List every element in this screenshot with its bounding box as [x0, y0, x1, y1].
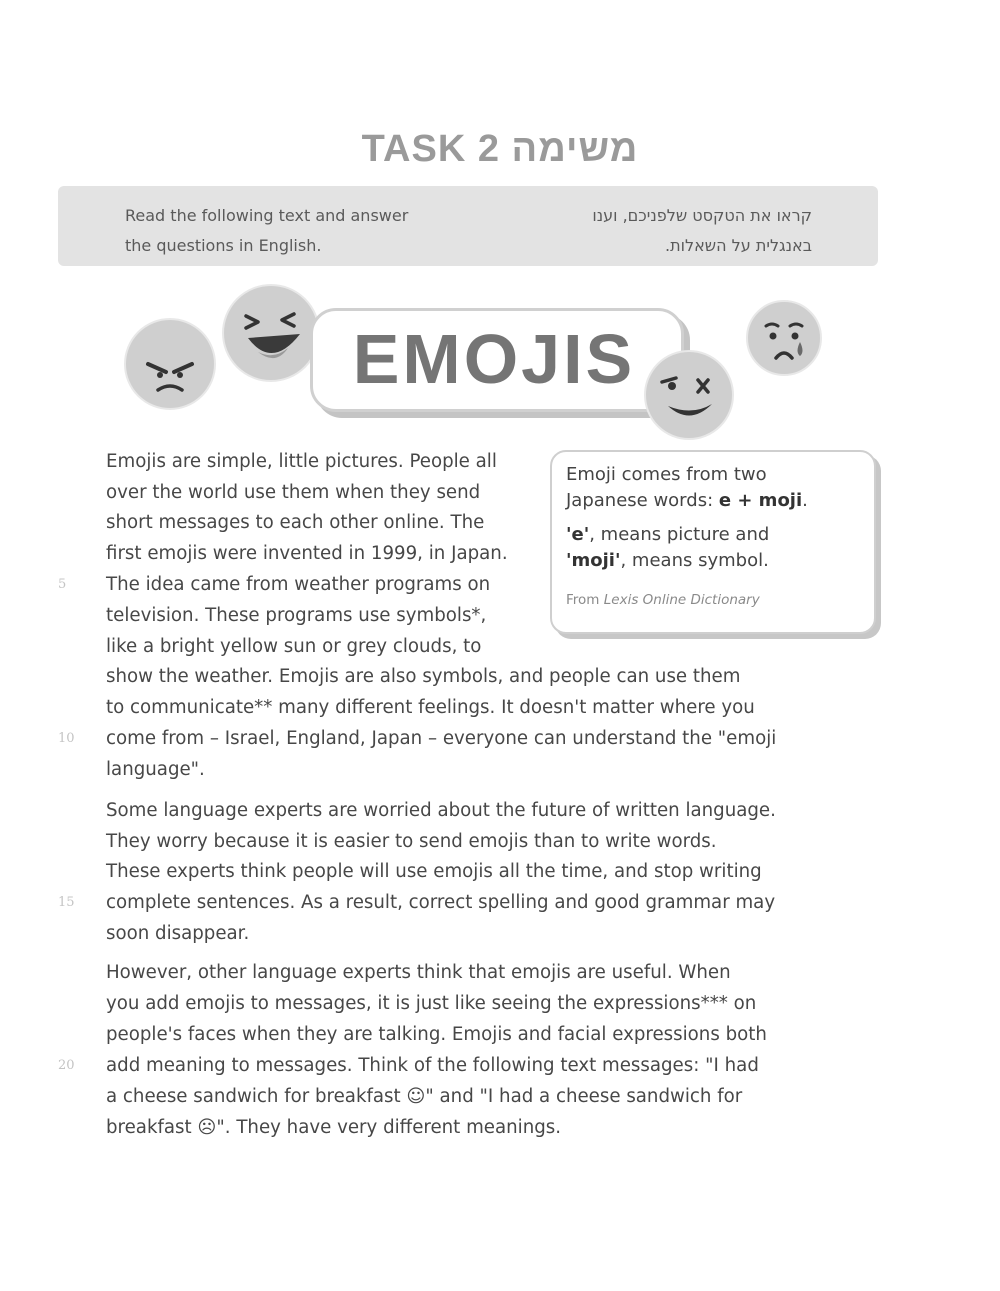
text-line: you add emojis to messages, it is just like seeing the expressions*** on [106, 993, 757, 1014]
text-line: add meaning to messages. Think of the following text messages: "I had [106, 1055, 759, 1076]
text-line: The idea came from weather programs on [106, 574, 491, 595]
text-line: a cheese sandwich for breakfast ☺" and "I had a cheese sandwich for [106, 1086, 743, 1107]
task-title [0, 128, 1000, 171]
source-prefix: From [566, 592, 604, 608]
text-line: short messages to each other online. The [106, 512, 485, 533]
definition-line [566, 488, 862, 514]
laughing-face-icon [222, 284, 320, 382]
emojis-banner-title: EMOJIS [352, 320, 636, 398]
definition-line [566, 548, 862, 574]
definition-line [566, 522, 862, 548]
definition-bold: e + moji [718, 490, 803, 511]
definition-line: Emoji comes from two [566, 464, 767, 485]
text-line: complete sentences. As a result, correct spelling and good grammar may [106, 892, 776, 913]
source-title: Lexis Online Dictionary [603, 592, 760, 608]
instructions-hebrew-line: קראו את הטקסט שלפניכם, וענו [592, 206, 812, 225]
text-line: They worry because it is easier to send emojis than to write words. [106, 831, 717, 852]
line-number: 15 [58, 895, 75, 910]
winking-face-icon [644, 350, 734, 440]
instructions-english-line: the questions in English. [125, 236, 322, 255]
line-number: 20 [58, 1058, 75, 1073]
text-line: These experts think people will use emojis all the time, and stop writing [106, 861, 762, 882]
line-number: 10 [58, 731, 75, 746]
definition-text-span: , means picture and [589, 524, 770, 545]
definition-text-span: , means symbol. [620, 550, 769, 571]
instructions-hebrew [520, 201, 812, 261]
definition-bold: 'e' [566, 524, 590, 545]
text-line: first emojis were invented in 1999, in Japan. [106, 543, 508, 564]
instructions-english [125, 201, 455, 261]
text-line: television. These programs use symbols*, [106, 605, 487, 626]
definition-text [566, 462, 862, 574]
crying-face-icon [746, 300, 822, 376]
definition-text-span: Japanese words: [566, 490, 719, 511]
text-line: to communicate** many different feelings. It doesn't matter where you [106, 697, 755, 718]
text-line: show the weather. Emojis are also symbols, and people can use them [106, 666, 741, 687]
angry-face-icon [124, 318, 216, 410]
task-title-he: משימה [511, 128, 639, 170]
instructions-english-line: Read the following text and answer [125, 206, 409, 225]
definition-bold: 'moji' [566, 550, 621, 571]
definition-text-span: . [802, 490, 808, 511]
text-line: soon disappear. [106, 923, 250, 944]
text-line: language". [106, 759, 205, 780]
text-line: However, other language experts think that emojis are useful. When [106, 962, 731, 983]
text-line: like a bright yellow sun or grey clouds, to [106, 636, 482, 657]
text-line: Some language experts are worried about the future of written language. [106, 800, 776, 821]
text-line: come from – Israel, England, Japan – everyone can understand the "emoji [106, 728, 777, 749]
text-line: people's faces when they are talking. Emojis and facial expressions both [106, 1024, 767, 1045]
task-title-en: TASK 2 [361, 128, 500, 170]
line-number: 5 [58, 577, 67, 592]
text-line: breakfast ☹". They have very different meanings. [106, 1117, 562, 1138]
instructions-hebrew-line: באנגלית על השאלות. [665, 236, 812, 255]
text-line: Emojis are simple, little pictures. People all [106, 451, 497, 472]
definition-source [566, 592, 760, 608]
text-line: over the world use them when they send [106, 482, 481, 503]
